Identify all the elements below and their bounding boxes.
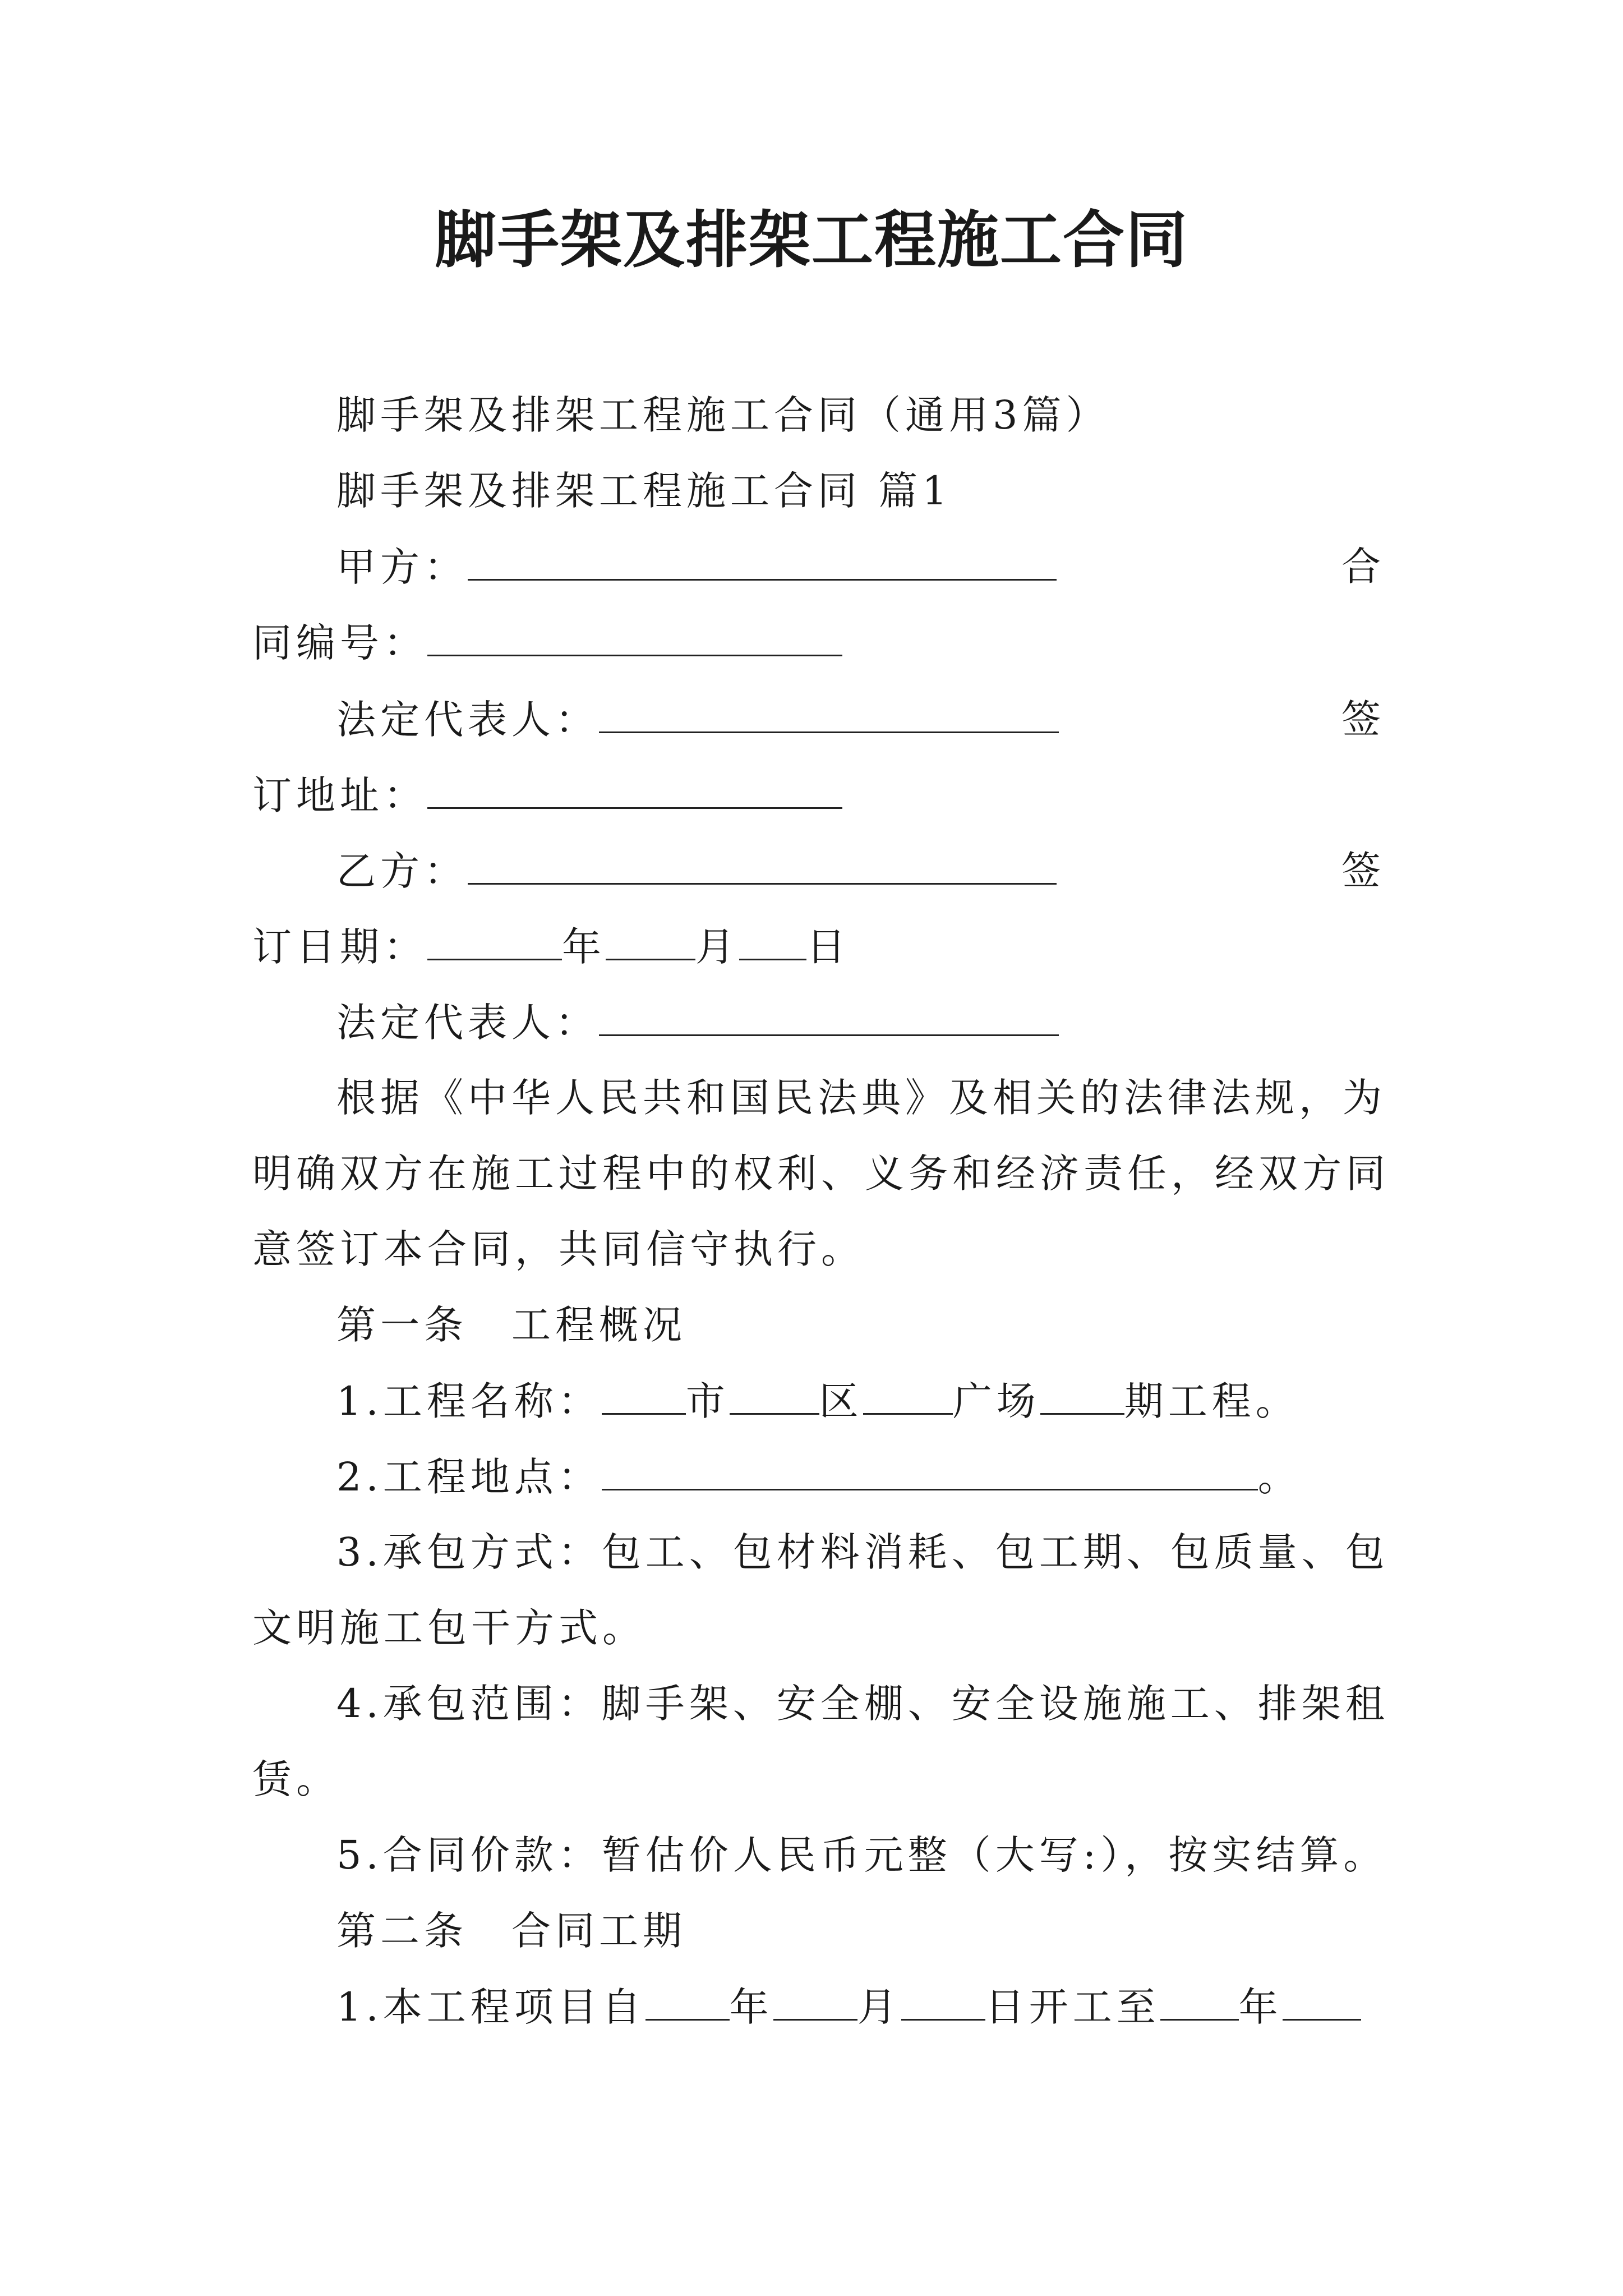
district-label: 区 [819, 1378, 863, 1424]
sign-addr-line [252, 767, 1385, 823]
intro-line-3: 意签订本合同，共同信守执行。 [252, 1226, 865, 1272]
party-b-label: 乙方： [336, 848, 468, 894]
intro-line-2: 明确双方在施工过程中的权利、义务和经济责任，经双方同 [252, 1151, 1390, 1197]
phase-blank [1040, 1373, 1124, 1415]
item-2-label: 2.工程地点： [336, 1454, 602, 1500]
party-a-line [252, 539, 1385, 595]
item-1-line [252, 1373, 1385, 1429]
contract-no-label-start: 合 [1341, 544, 1385, 590]
sign-date-start: 签 [1341, 848, 1385, 894]
start-month-label: 月 [857, 1984, 901, 2030]
month-label: 月 [695, 924, 739, 970]
contract-no-blank [427, 614, 842, 656]
subtitle: 脚手架及排架工程施工合同（通用3篇） [336, 392, 1110, 438]
item-4-line-2: 赁。 [252, 1756, 340, 1802]
intro-line-1: 根据《中华人民共和国民法典》及相关的法律法规，为 [336, 1075, 1386, 1121]
end-month-blank [1283, 1978, 1361, 2021]
day-label: 日 [806, 924, 850, 970]
item-2-period: 。 [1257, 1454, 1302, 1500]
article-1-heading: 第一条 工程概况 [336, 1302, 686, 1348]
sign-addr-blank [427, 767, 842, 809]
party-b-blank [468, 843, 1057, 885]
sign-date-line [252, 918, 1385, 975]
start-year-blank [645, 1978, 730, 2021]
party-a-blank [468, 539, 1057, 581]
item-2-line [252, 1448, 1385, 1505]
start-year-label: 年 [729, 1984, 773, 2030]
item-1-label: 1.工程名称： [336, 1378, 602, 1424]
start-day-blank [901, 1978, 985, 2021]
sign-addr-label: 订地址： [252, 772, 427, 818]
party-a-label: 甲方： [336, 544, 468, 590]
legal-rep-b-blank [599, 994, 1059, 1036]
sign-date-label: 订日期： [252, 924, 427, 970]
legal-rep-b-line [252, 994, 1385, 1051]
item-3-line-2: 文明施工包干方式。 [252, 1605, 646, 1651]
legal-rep-a-label: 法定代表人： [336, 697, 599, 743]
article-2-item-1-line [252, 1978, 1385, 2035]
legal-rep-a-blank [599, 691, 1059, 733]
article-2-heading: 第二条 合同工期 [336, 1908, 686, 1954]
city-blank [602, 1373, 686, 1415]
start-work-label: 日开工至 [985, 1984, 1160, 2030]
party-b-line [252, 843, 1385, 899]
plaza-blank [863, 1373, 953, 1415]
sign-month-blank [606, 918, 695, 960]
city-label: 市 [685, 1378, 730, 1424]
item-3-line-1: 3.承包方式：包工、包材料消耗、包工期、包质量、包 [336, 1529, 1389, 1575]
end-year-blank [1160, 1978, 1239, 2021]
sign-addr-start: 签 [1341, 696, 1385, 742]
plaza-label: 广场 [952, 1378, 1040, 1424]
art2-item-1-label: 1.本工程项目自 [336, 1984, 645, 2030]
year-label: 年 [562, 924, 606, 970]
legal-rep-a-line [252, 691, 1385, 748]
contract-no-line [252, 614, 1385, 671]
phase-label: 期工程。 [1124, 1378, 1299, 1424]
sign-day-blank [739, 918, 806, 960]
document-title: 脚手架及排架工程施工合同 [435, 204, 1188, 276]
part-heading: 脚手架及排架工程施工合同 篇1 [336, 468, 952, 514]
start-month-blank [773, 1978, 857, 2021]
item-4-line-1: 4.承包范围：脚手架、安全棚、安全设施施工、排架租 [336, 1681, 1389, 1727]
location-blank [602, 1448, 1258, 1490]
sign-year-blank [427, 918, 562, 960]
end-year-label: 年 [1238, 1984, 1283, 2030]
contract-no-label: 同编号： [252, 620, 427, 666]
legal-rep-b-label: 法定代表人： [336, 1000, 599, 1046]
item-5-line: 5.合同价款：暂估价人民币元整（大写:），按实结算。 [336, 1832, 1387, 1878]
district-blank [730, 1373, 819, 1415]
